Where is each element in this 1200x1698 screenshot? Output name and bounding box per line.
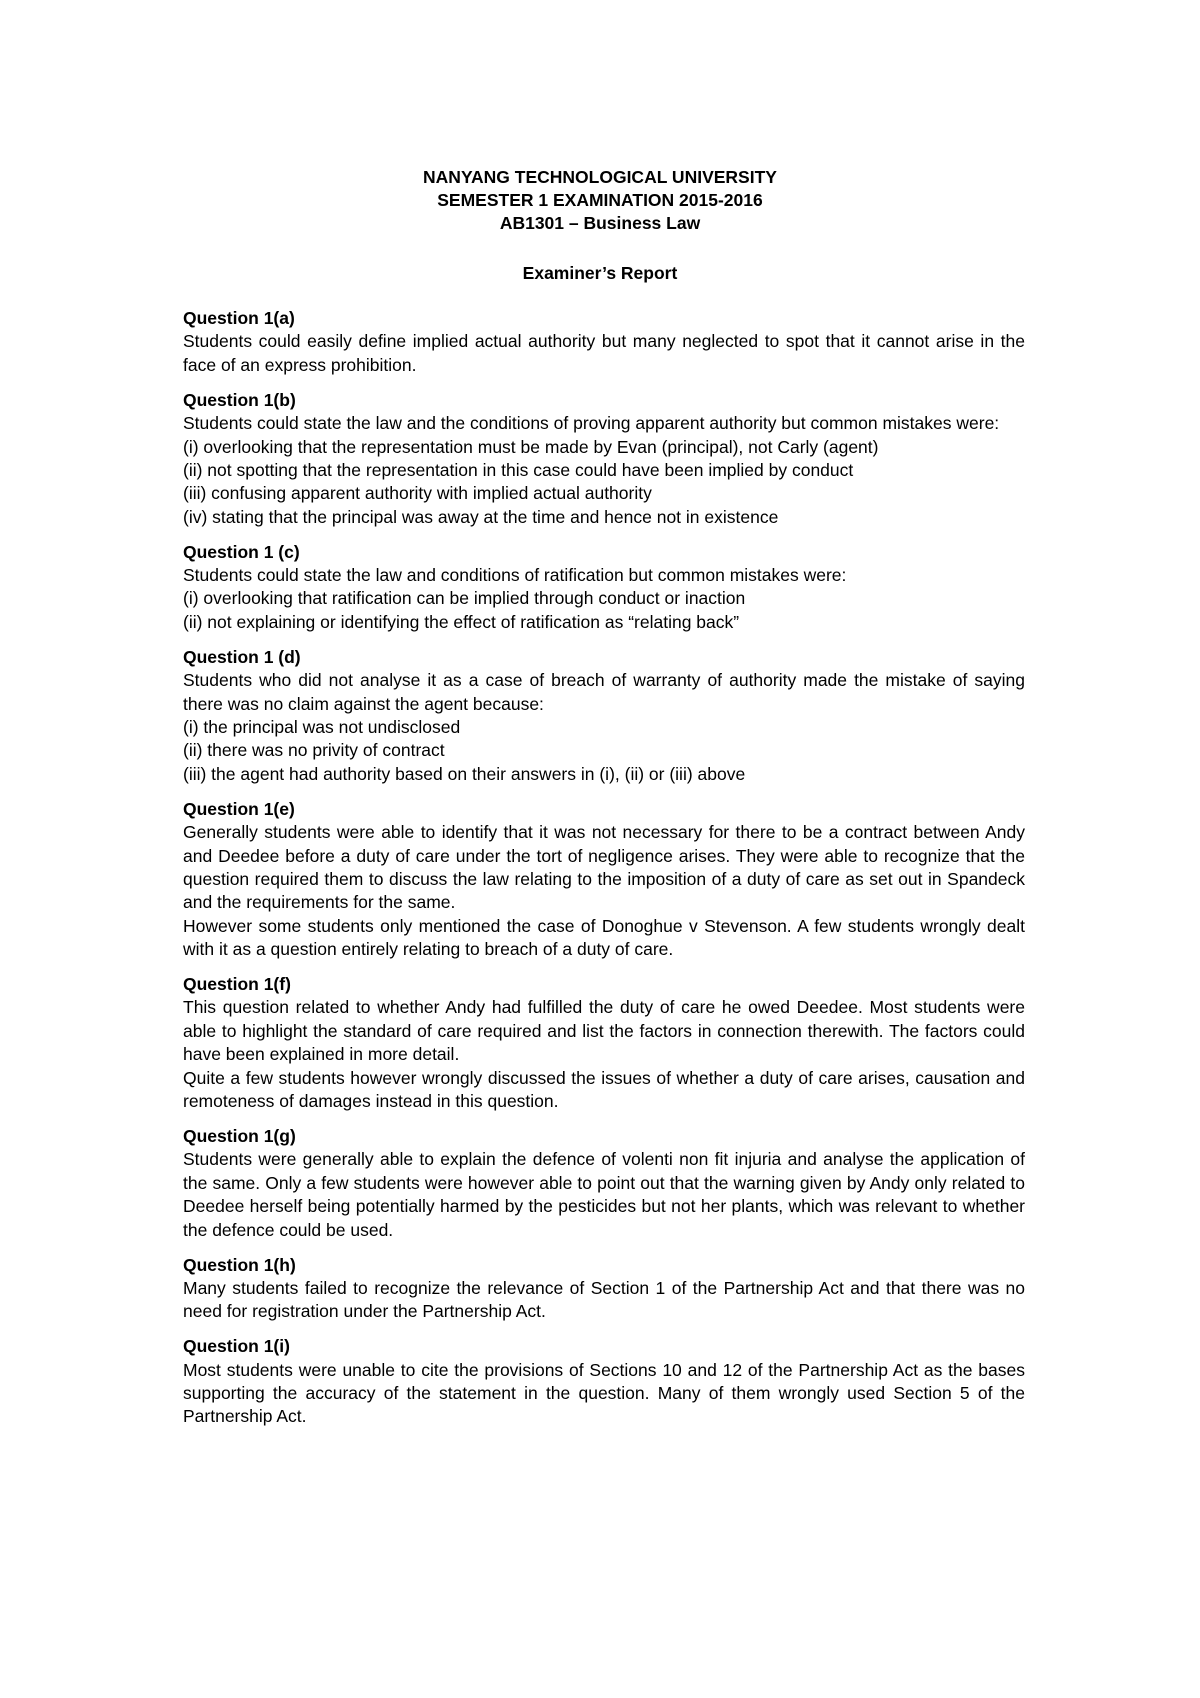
mistake-list-item: (iii) the agent had authority based on their answers in (i), (ii) or (iii) above (183, 763, 746, 784)
mistake-list-item: (i) overlooking that ratification can be implied through conduct or inaction (183, 588, 746, 609)
course-title: AB1301 – Business Law (499, 213, 701, 233)
mistake-list-item: (iii) confusing apparent authority with implied actual authority (183, 483, 652, 504)
question-heading: Question 1 (d) (183, 646, 301, 667)
question-section (183, 1335, 1025, 1429)
comment-paragraph: However some students only mentioned the case of Donoghue v Stevenson. A few students wrongly dealt with it as a question entirely relating to breach of a duty of care. (183, 915, 1025, 960)
question-section (183, 798, 1025, 962)
question-section (183, 389, 1025, 529)
comment-paragraph: Students could easily define implied actual authority but many neglected to spot that it cannot arise in the face of an express prohibition. (183, 331, 1025, 375)
question-section (183, 1254, 1025, 1324)
question-heading: Question 1 (c) (183, 541, 300, 562)
comment-paragraph: Students who did not analyse it as a case of breach of warranty of authority made the mistake of saying there was no claim against the agent because: (183, 670, 1025, 714)
question-heading: Question 1(b) (183, 389, 296, 410)
report-body (183, 307, 1025, 1440)
mistake-list-item: (ii) not explaining or identifying the effect of ratification as “relating back” (183, 611, 740, 632)
examination-title: SEMESTER 1 EXAMINATION 2015-2016 (437, 190, 763, 210)
question-heading: Question 1(h) (183, 1254, 296, 1275)
mistake-list-item: (i) overlooking that the representation must be made by Evan (principal), not Carly (agent) (183, 436, 879, 457)
comment-paragraph: Students were generally able to explain the defence of volenti non fit injuria and analyse the application of the same. Only a few students were however able to point out that the warning given by Andy only related to Deedee herself being potentially harmed by the pesticides but not her plants, which was relevant to whether the defence could be used. (183, 1149, 1025, 1240)
comment-paragraph: Many students failed to recognize the relevance of Section 1 of the Partnership Act and that there was no need for registration under the Partnership Act. (183, 1277, 1025, 1322)
comment-paragraph: Most students were unable to cite the provisions of Sections 10 and 12 of the Partnership Act as the bases supporting the accuracy of the statement in the question. Many of them wrongly used Section 5 of the Partnership Act. (183, 1359, 1025, 1427)
question-heading: Question 1(f) (183, 974, 291, 995)
question-heading: Question 1(a) (183, 308, 295, 328)
question-section (183, 1125, 1025, 1242)
comment-paragraph: Generally students were able to identify that it was not necessary for there to be a contract between Andy and Deedee before a duty of care under the tort of negligence arises. They were able to recognize that the question required them to discuss the law relating to the imposition of a duty of care as set out in Spandeck and the requirements for the same. (183, 822, 1025, 913)
comment-paragraph: Quite a few students however wrongly discussed the issues of whether a duty of care arises, causation and remoteness of damages instead in this question. (183, 1067, 1025, 1112)
question-section (183, 646, 1025, 786)
mistake-list-item: (iv) stating that the principal was away at the time and hence not in existence (183, 506, 779, 527)
question-section (183, 541, 1025, 635)
question-heading: Question 1(i) (183, 1336, 290, 1357)
comment-paragraph: Students could state the law and the conditions of proving apparent authority but common mistakes were: (183, 413, 1000, 434)
mistake-list-item: (ii) not spotting that the representation in this case could have been implied by conduct (183, 459, 854, 480)
question-heading: Question 1(g) (183, 1126, 296, 1146)
comment-paragraph: Students could state the law and conditions of ratification but common mistakes were: (183, 565, 847, 586)
question-section (183, 973, 1025, 1113)
document-header (0, 166, 1200, 235)
mistake-list-item: (i) the principal was not undisclosed (183, 717, 461, 737)
report-title: Examiner’s Report (522, 263, 678, 283)
comment-paragraph: This question related to whether Andy had fulfilled the duty of care he owed Deedee. Most students were able to highlight the standard of care required and list the factors in connection therewith. The factors could have been explained in more detail. (183, 997, 1025, 1065)
question-section (183, 307, 1025, 377)
question-heading: Question 1(e) (183, 798, 295, 819)
mistake-list-item: (ii) there was no privity of contract (183, 740, 445, 761)
university-name: NANYANG TECHNOLOGICAL UNIVERSITY (423, 167, 777, 187)
